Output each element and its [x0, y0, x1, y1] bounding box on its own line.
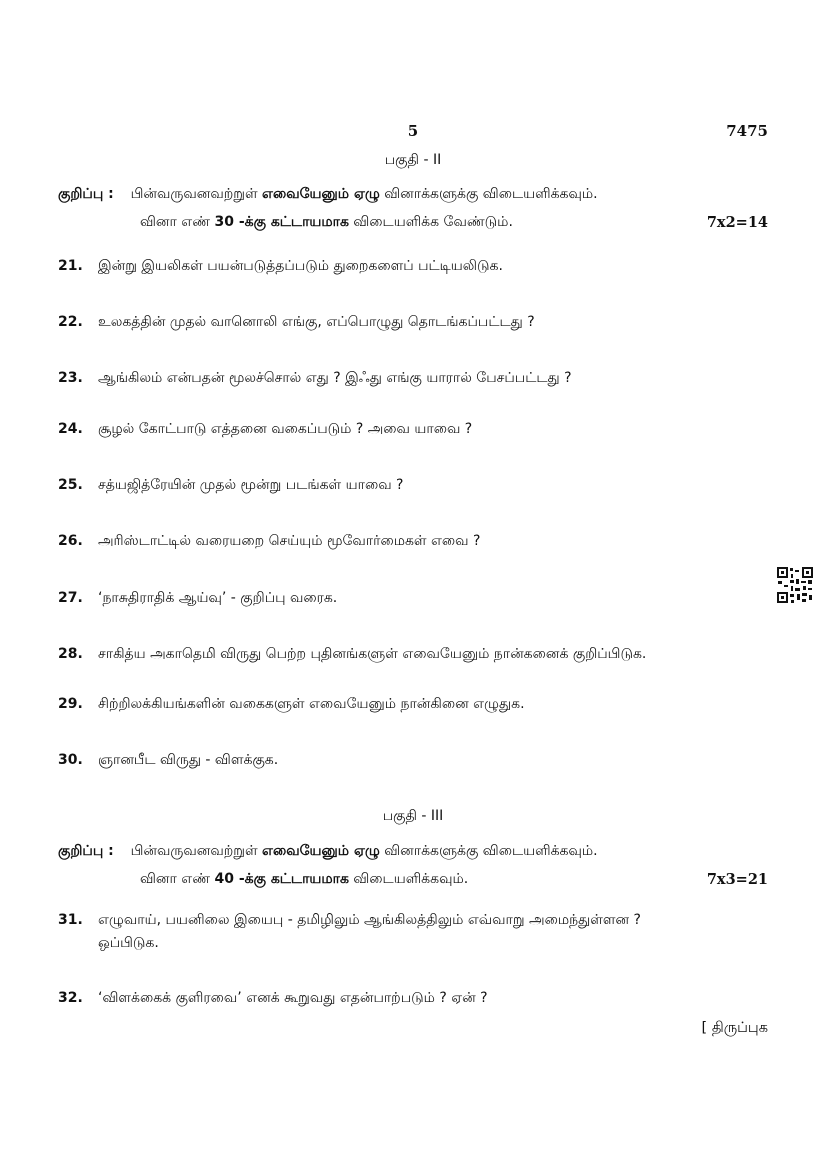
question-32 [58, 990, 488, 1008]
section-2-marks: 7x2=14 [706, 214, 768, 231]
note-emphasis: 30 -க்கு கட்டாயமாக [214, 214, 349, 230]
question-23 [58, 370, 572, 388]
question-24 [58, 421, 472, 439]
question-text: ‘விளக்கைக் குளிரவை’ எனக் கூறுவது எதன்பாற்படும் ? ஏன் ? [98, 990, 488, 1006]
section-3-title: பகுதி - III [382, 808, 444, 824]
question-28 [58, 646, 646, 664]
question-number: 24. [58, 421, 83, 437]
question-number: 26. [58, 533, 83, 549]
question-31 [58, 912, 641, 930]
question-27 [58, 590, 337, 608]
note-emphasis: 40 -க்கு கட்டாயமாக [214, 871, 349, 887]
question-31-continued: ஒப்பிடுக. [98, 935, 159, 951]
qr-code-icon [776, 566, 814, 604]
section-2-note-line2 [140, 214, 513, 232]
question-text: ஞானபீட விருது - விளக்குக. [98, 752, 279, 768]
section-3-note-line1 [58, 843, 598, 861]
note-label: குறிப்பு : [58, 843, 114, 859]
note-text: விடையளிக்கவும். [353, 871, 469, 887]
section-3-marks: 7x3=21 [706, 871, 768, 888]
question-number: 30. [58, 752, 83, 768]
question-number: 23. [58, 370, 83, 386]
section-2-note-line1 [58, 186, 598, 204]
question-21 [58, 258, 503, 276]
question-22 [58, 314, 535, 332]
question-number: 25. [58, 477, 83, 493]
question-text: எழுவாய், பயனிலை இயைபு - தமிழிலும் ஆங்கிலத்திலும் எவ்வாறு அமைந்துள்ளன ? [98, 912, 641, 928]
question-text: சூழல் கோட்பாடு எத்தனை வகைப்படும் ? அவை யாவை ? [98, 421, 473, 437]
question-text: சாகித்ய அகாதெமி விருது பெற்ற புதினங்களுள் எவையேனும் நான்கனைக் குறிப்பிடுக. [98, 646, 647, 662]
note-text: வினாக்களுக்கு விடையளிக்கவும். [384, 186, 598, 202]
note-emphasis: எவையேனும் ஏழு [262, 186, 380, 202]
note-text: வினா எண் [140, 871, 211, 887]
question-number: 31. [58, 912, 83, 928]
section-3-note-line2 [140, 871, 468, 889]
question-29 [58, 696, 525, 714]
question-number: 27. [58, 590, 83, 606]
question-text: ஆங்கிலம் என்பதன் மூலச்சொல் எது ? இஃது எங்கு யாரால் பேசப்பட்டது ? [98, 370, 572, 386]
question-26 [58, 533, 480, 551]
question-number: 32. [58, 990, 83, 1006]
question-text: உலகத்தின் முதல் வானொலி எங்கு, எப்பொழுது தொடங்கப்பட்டது ? [98, 314, 535, 330]
note-emphasis: எவையேனும் ஏழு [262, 843, 380, 859]
turn-over-note: [ திருப்புக [701, 1020, 768, 1036]
note-label: குறிப்பு : [58, 186, 114, 202]
note-text: பின்வருவனவற்றுள் [130, 843, 258, 859]
question-text: அரிஸ்டாட்டில் வரையறை செய்யும் மூவோர்மைகள் எவை ? [98, 533, 481, 549]
page-number: 5 [407, 122, 419, 140]
section-2-title: பகுதி - II [384, 152, 442, 168]
question-30 [58, 752, 278, 770]
paper-code: 7475 [726, 122, 768, 140]
note-text: விடையளிக்க வேண்டும். [353, 214, 513, 230]
question-number: 28. [58, 646, 83, 662]
question-text: சத்யஜித்ரேயின் முதல் மூன்று படங்கள் யாவை ? [98, 477, 404, 493]
question-25 [58, 477, 403, 495]
question-number: 21. [58, 258, 83, 274]
question-number: 22. [58, 314, 83, 330]
note-text: வினாக்களுக்கு விடையளிக்கவும். [384, 843, 598, 859]
question-text: இன்று இயலிகள் பயன்படுத்தப்படும் துறைகளைப் பட்டியலிடுக. [98, 258, 503, 274]
question-text: ‘நாசுதிராதிக் ஆய்வு’ - குறிப்பு வரைக. [98, 590, 338, 606]
question-number: 29. [58, 696, 83, 712]
note-text: பின்வருவனவற்றுள் [130, 186, 258, 202]
question-text: சிற்றிலக்கியங்களின் வகைகளுள் எவையேனும் நான்கினை எழுதுக. [98, 696, 525, 712]
note-text: வினா எண் [140, 214, 211, 230]
